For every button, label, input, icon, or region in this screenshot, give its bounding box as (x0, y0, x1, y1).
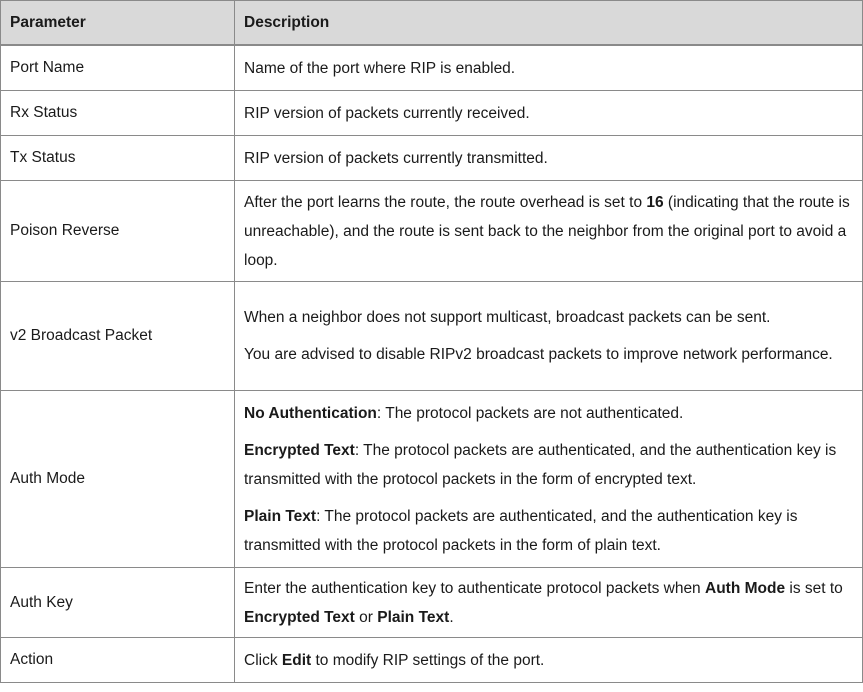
auth-option-paragraph (244, 399, 856, 428)
table-row (1, 638, 863, 683)
description-cell (235, 391, 863, 568)
description-cell (235, 638, 863, 683)
description-paragraph: You are advised to disable RIPv2 broadcast packets to improve network performance. (244, 346, 833, 363)
description-segment: or (354, 608, 378, 626)
option-term: Plain Text (244, 507, 317, 525)
parameter-cell: Action (1, 638, 235, 683)
parameter-cell: Auth Mode (1, 391, 235, 568)
column-header-description: Description (235, 1, 863, 46)
table-row (1, 568, 863, 638)
description-cell (235, 282, 863, 391)
parameter-cell: Auth Key (1, 568, 235, 638)
description-text: Name of the port where RIP is enabled. (244, 59, 516, 77)
table-row (1, 391, 863, 568)
parameter-cell: v2 Broadcast Packet (1, 282, 235, 391)
description-cell (235, 181, 863, 282)
option-term: No Authentication (244, 404, 377, 422)
auth-option-paragraph (244, 502, 856, 560)
auth-option-paragraph (244, 436, 856, 494)
table-row (1, 136, 863, 181)
parameter-cell: Port Name (1, 45, 235, 91)
description-text (244, 188, 856, 275)
description-text (244, 574, 856, 632)
description-segment: is set to (785, 579, 843, 597)
encrypted-text-term: Encrypted Text (244, 608, 355, 626)
auth-mode-term: Auth Mode (705, 579, 786, 597)
option-term: Encrypted Text (244, 441, 355, 459)
edit-term: Edit (281, 651, 312, 669)
column-header-parameter: Parameter (1, 1, 235, 46)
description-segment: Click (244, 651, 282, 669)
table-row (1, 181, 863, 282)
description-segment: (indicating that the route is unreachable), and the route is sent back to the neighbor from the original port to avoid a loop. (244, 193, 850, 269)
description-paragraph: When a neighbor does not support multicast, broadcast packets can be sent. (244, 309, 771, 326)
plain-text-term: Plain Text (377, 608, 450, 626)
option-text: : The protocol packets are not authenticated. (376, 404, 684, 422)
parameter-cell: Tx Status (1, 136, 235, 181)
description-segment: Enter the authentication key to authenticate protocol packets when (244, 579, 705, 597)
description-cell (235, 136, 863, 181)
description-cell (235, 45, 863, 91)
parameter-cell: Poison Reverse (1, 181, 235, 282)
description-cell (235, 91, 863, 136)
description-text: RIP version of packets currently transmitted. (244, 149, 548, 167)
description-text: RIP version of packets currently received. (244, 104, 530, 122)
overhead-value: 16 (646, 193, 664, 211)
description-cell (235, 568, 863, 638)
option-text: : The protocol packets are authenticated, and the authentication key is transmitted with the protocol packets in the form of plain text. (244, 507, 798, 554)
description-segment: After the port learns the route, the route overhead is set to (244, 193, 647, 211)
description-segment: . (449, 608, 454, 626)
option-text: : The protocol packets are authenticated, and the authentication key is transmitted with the protocol packets in the form of encrypted text. (244, 441, 837, 488)
table-header-row (1, 1, 863, 46)
parameter-cell: Rx Status (1, 91, 235, 136)
table-row (1, 282, 863, 391)
table-row (1, 45, 863, 91)
table-row (1, 91, 863, 136)
description-segment: to modify RIP settings of the port. (311, 651, 545, 669)
description-text (244, 646, 856, 675)
